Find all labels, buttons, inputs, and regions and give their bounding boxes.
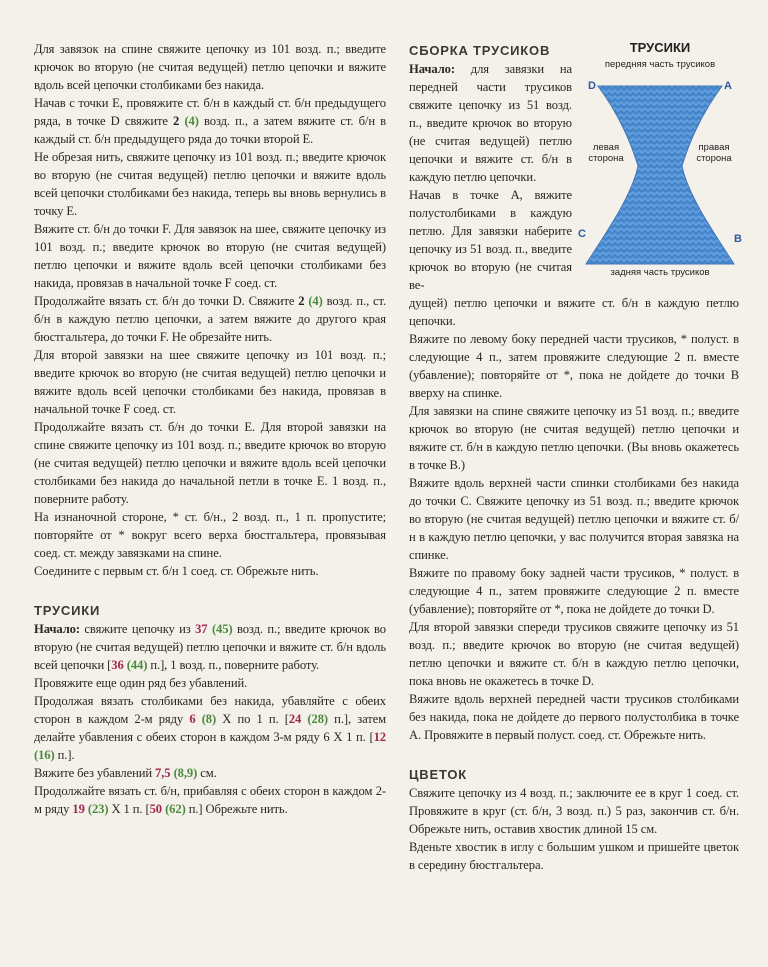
paragraph-join: Соедините с первым ст. б/н 1 соед. ст. Обрежьте нить.: [34, 564, 319, 578]
paragraph-increase: Продолжайте вязать ст. б/н, прибавляя с обеих сторон в каждом 2-м ряду 19 (23) X 1 п. [50 (62) п.] Обрежьте нить.: [34, 784, 386, 816]
diagram-left-side-label: левая сторона: [588, 142, 624, 164]
paragraph-one-row: Провяжите еще один ряд без убавлений.: [34, 676, 248, 690]
paragraph-right-side: Вяжите по правому боку задней части трусиков, * полуст. в следующие 4 п., затем провяжите следующие 2 п. вместе (убавление); повторяйте от *, пока не дойдете до точки D.: [409, 566, 739, 616]
paragraph-second-back-tie: Продолжайте вязать ст. б/н до точки E. Для второй завязки на спине свяжите цепочку из 101 возд. п.; введите крючок во вторую (не считая ведущей) петлю цепочки и вяжите вдоль всей цепочки столбиками без накида до начальной петли в точке E. 1 возд. п., поверните работу.: [34, 420, 386, 506]
paragraph-left-side: Вяжите по левому боку передней части трусиков, * полуст. в следующие 4 п., затем провяжите следующие 2 п. вместе (убавление); повторяйте от *, пока не дойдете до точки B вверху на спинке.: [409, 332, 739, 400]
paragraph-point-a: Начав в точке A, вяжите полустолбиками в каждую петлю. Для завязки наберите цепочку из 51 возд. п., введите крючок во вторую (не считая ве-: [409, 188, 572, 292]
paragraph-top-front: Вяжите вдоль верхней передней части трусиков столбиками без накида, пока не дойдете до первого полустолбика в точке A. Провяжите в первый полуст. соед. ст. Обрежьте нить.: [409, 692, 739, 742]
heading-trusiki: ТРУСИКИ: [34, 603, 101, 618]
paragraph-flower: Свяжите цепочку из 4 возд. п.; заключите ее в круг 1 соед. ст. Провяжите в круг (ст. б/н, 3 возд. п.) 5 раз, закончив ст. б/н. Обрежьте нить, оставив хвостик длиной 15 см.: [409, 786, 739, 836]
paragraph-trusiki-start: Начало: свяжите цепочку из 37 (45) возд. п.; введите крючок во вторую (не считая ведущей) петлю цепочки и вяжите ст. б/н вдоль всей цепочки [36 (44) п.], 1 возд. п., поверните работу.: [34, 622, 386, 672]
point-c: C: [578, 228, 586, 240]
diagram-front-label: передняя часть трусиков: [604, 59, 716, 70]
paragraph-second-neck-tie: Для второй завязки на шее свяжите цепочку из 101 возд. п.; введите крючок во вторую (не считая ведущей) петлю цепочки и вяжите вдоль всей цепочки столбиками без накида, провязав в начальной точке F соед. ст.: [34, 348, 386, 416]
panties-diagram: [576, 36, 744, 286]
paragraph-sborka-start: Начало: для завязки на передней части трусиков свяжите цепочку из 51 возд. п., введите крючок во вторую (не считая ведущей) петлю цепочки и вяжите ст. б/н в каждую петлю цепочки.: [409, 62, 572, 184]
paragraph-front-tie: Для второй завязки спереди трусиков свяжите цепочку из 51 возд. п.; введите крючок во вторую (не считая ведущей) петлю цепочки и вяжите ст. б/н в каждую петлю цепочки, пока вновь не окажетесь в точке D.: [409, 620, 739, 688]
paragraph-top-back: Вяжите вдоль верхней части спинки столбиками без накида до точки C. Свяжите цепочку из 51 возд. п.; введите крючок во вторую (не считая ведущей) петлю цепочки и вяжите ст. б/н в каждую петлю цепочки, у вас получится вторая завязка на спинке.: [409, 476, 739, 562]
diagram-right-side-label: правая сторона: [696, 142, 732, 164]
diagram-back-label: задняя часть трусиков: [610, 267, 710, 278]
paragraph-decrease: Продолжая вязать столбиками без накида, убавляйте с обеих сторон в каждом 2-м ряду 6 (8) X по 1 п. [24 (28) п.], затем делайте убавления с обеих сторон в каждом 3-м ряду 6 X 1 п. [12 (16) п.].: [34, 694, 386, 762]
paragraph-wrong-side: На изнаночной стороне, * ст. б/н., 2 возд. п., 1 п. пропустите; повторяйте от * вокруг всего верха бюстгальтера, провязывая соед. ст. между завязками на спине.: [34, 510, 386, 560]
paragraph-point-a-cont: дущей) петлю цепочки и вяжите ст. б/н в каждую петлю цепочки.: [409, 296, 739, 328]
spacer: [409, 744, 739, 766]
diagram-title: ТРУСИКИ: [629, 40, 691, 55]
left-column: [34, 40, 386, 818]
paragraph-straight: Вяжите без убавлений 7,5 (8,9) см.: [34, 766, 217, 780]
point-d: D: [588, 80, 596, 92]
point-a: A: [724, 80, 732, 92]
paragraph-point-d: Продолжайте вязать ст. б/н до точки D. Свяжите 2 (4) возд. п., ст. б/н в каждую петлю цепочки, а затем вяжите до другого края бюстгальтера, до точки F. Не обрезайте нить.: [34, 294, 387, 344]
spacer: [34, 580, 386, 602]
heading-sborka: СБОРКА ТРУСИКОВ: [409, 43, 551, 58]
point-b: B: [734, 233, 742, 245]
diagram-fabric: [586, 86, 734, 264]
paragraph-neck-ties: Вяжите ст. б/н до точки F. Для завязок на шее, свяжите цепочку из 101 возд. п.; введите крючок во вторую (не считая ведущей) петлю цепочки и вяжите вдоль всей цепочки столбиками без накида, провязав в начальной точке F соед. ст.: [34, 222, 386, 290]
paragraph-back-tie: Для завязки на спине свяжите цепочку из 51 возд. п.; введите крючок во вторую (не считая ведущей) петлю цепочки и вяжите ст. б/н в каждую петлю цепочки. (Вы вновь окажетесь в точке B.): [409, 404, 739, 472]
paragraph-no-cut: Не обрезая нить, свяжите цепочку из 101 возд. п.; введите крючок во вторую (не считая ведущей) петлю цепочки и вяжите вдоль всей цепочки столбиками без накида, теперь вы вновь вернулись в точку E.: [34, 150, 386, 218]
paragraph-point-e: Начав с точки E, провяжите ст. б/н в каждый ст. б/н предыдущего ряда, в точке D свяжите 2 (4) возд. п., а затем вяжите ст. б/н в каждый ст. б/н предыдущего ряда до точки второй E.: [34, 96, 386, 146]
heading-cvetok: ЦВЕТОК: [409, 767, 468, 782]
paragraph-sew: Вденьте хвостик в иглу с большим ушком и пришейте цветок в середину бюстгальтера.: [409, 840, 739, 872]
paragraph-back-ties: Для завязок на спине свяжите цепочку из 101 возд. п.; введите крючок во вторую (не считая ведущей) петлю цепочки и вяжите вдоль всей цепочки столбиками без накида.: [34, 42, 386, 92]
